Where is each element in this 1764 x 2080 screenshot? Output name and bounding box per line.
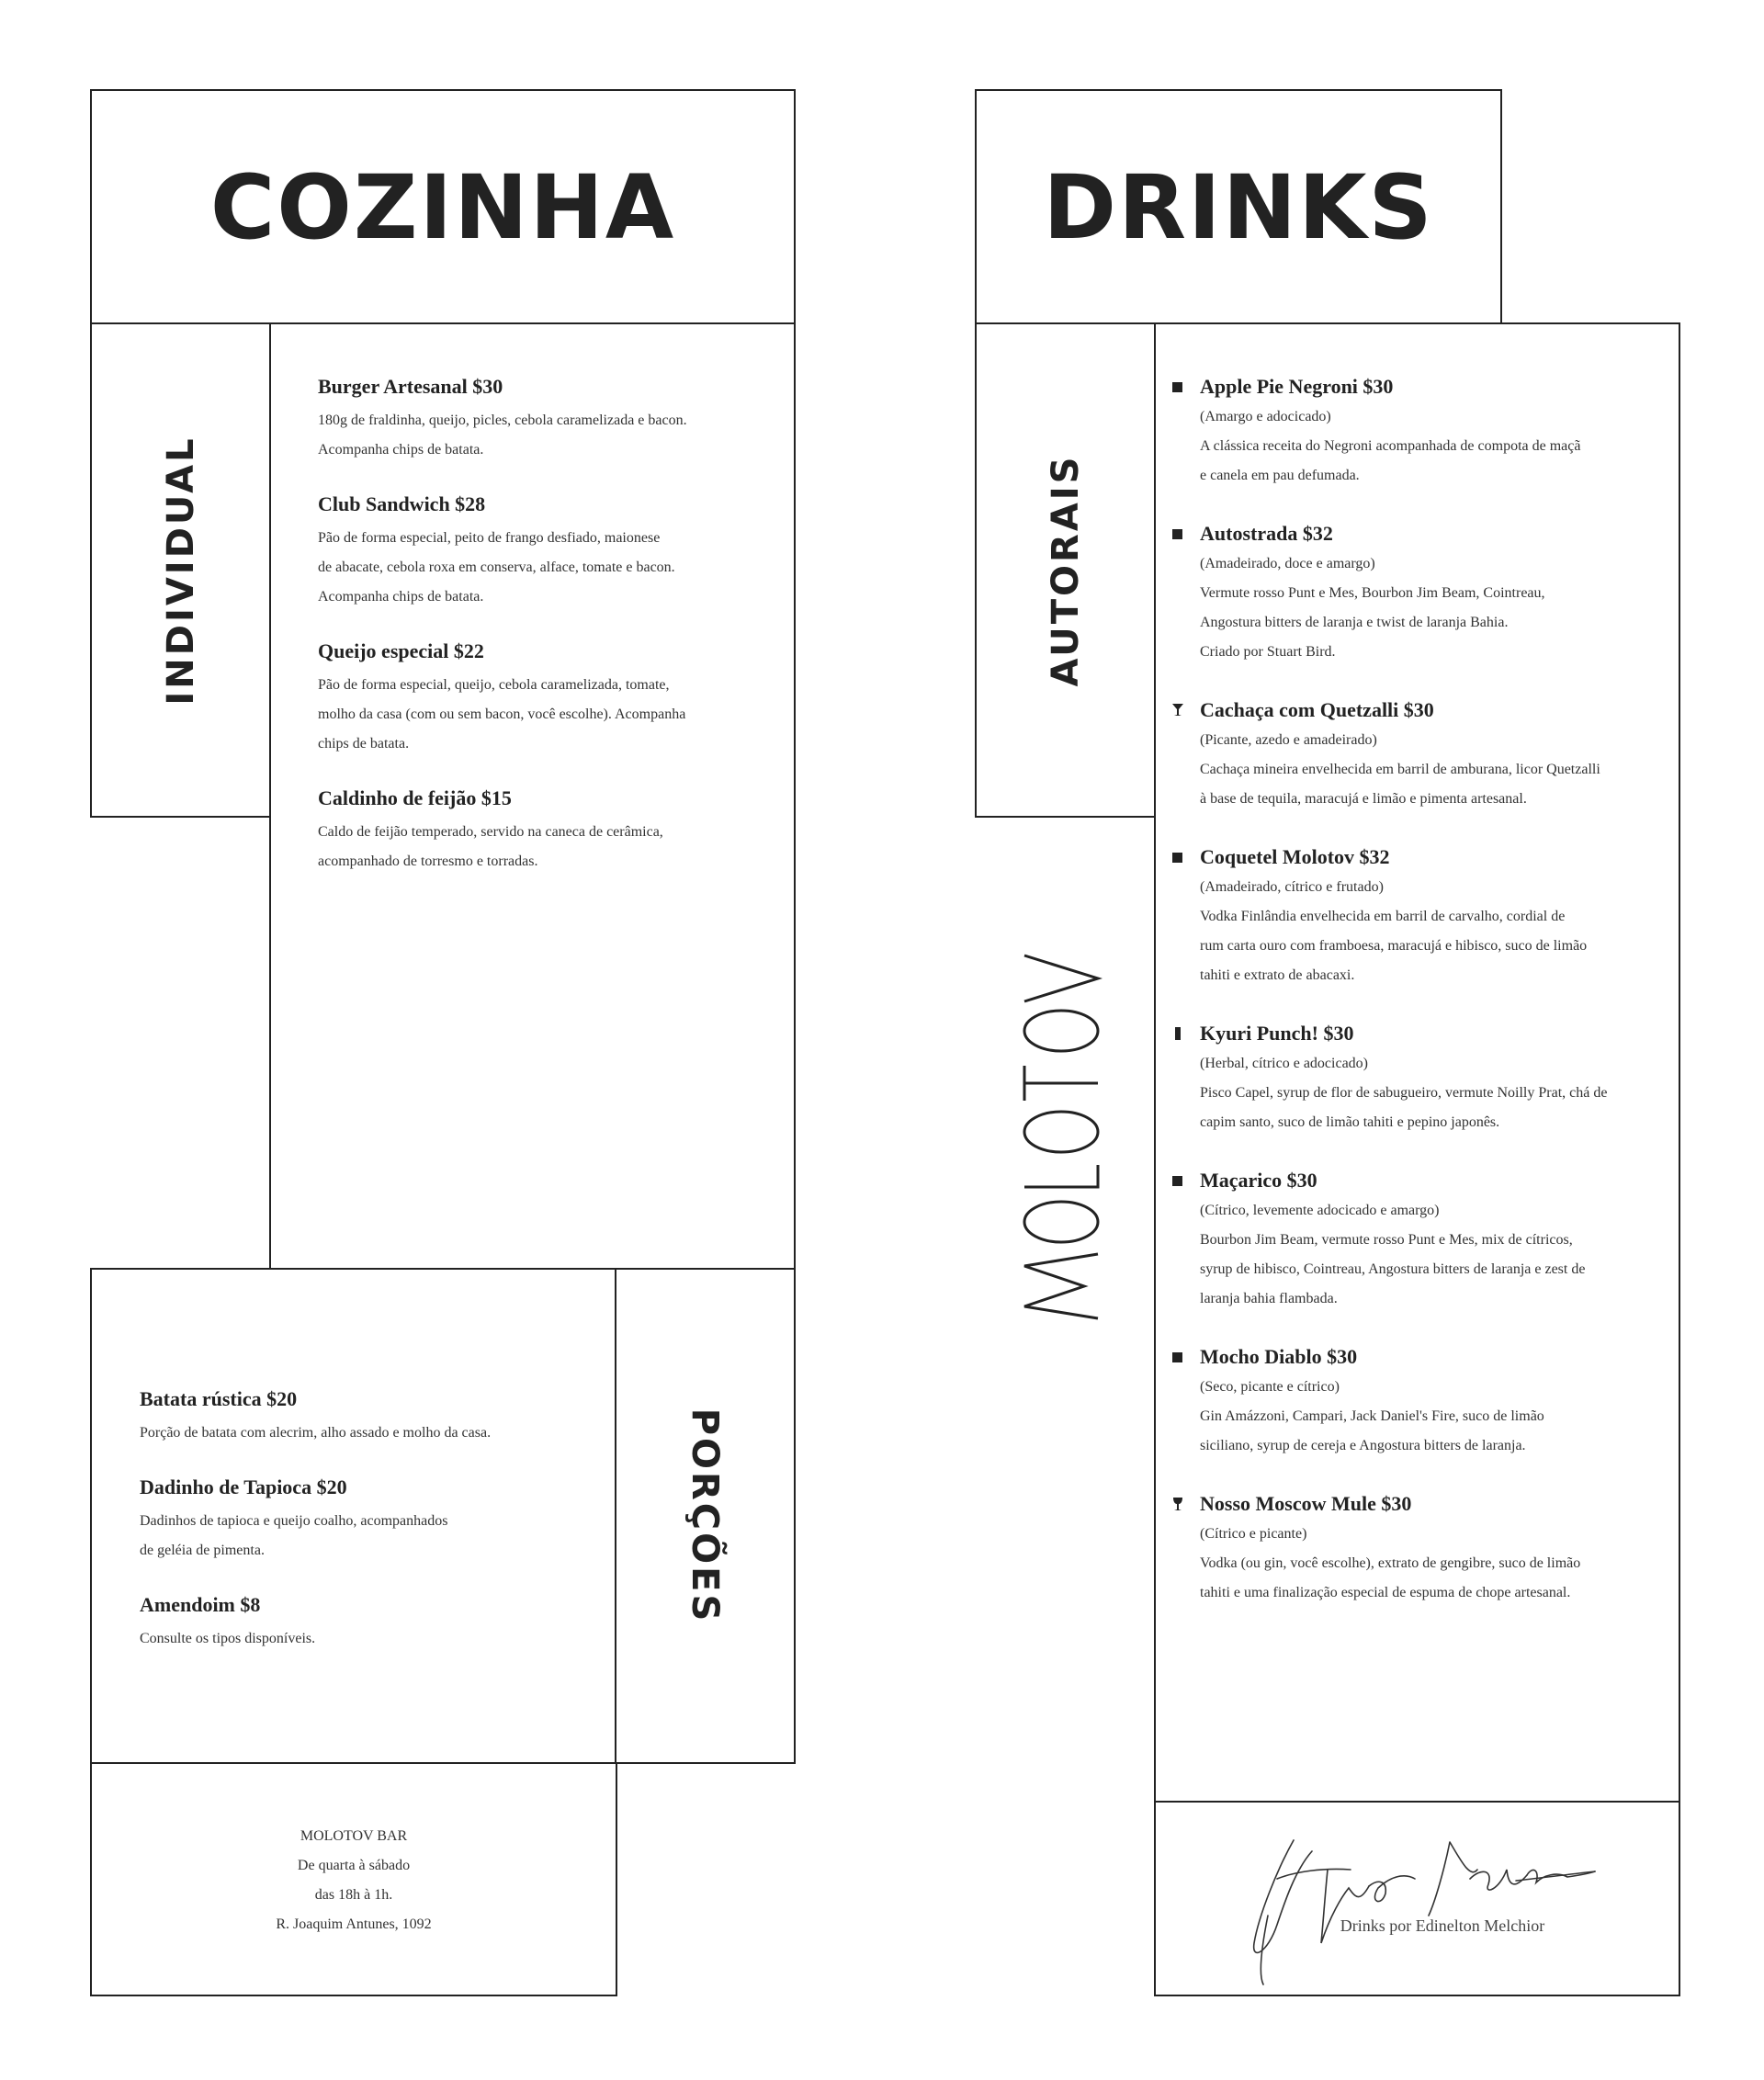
menu-item: [140, 1593, 599, 1654]
tall-glass-icon: [1172, 1027, 1183, 1040]
menu-item-description: Porção de batata com alecrim, alho assado e molho da casa.: [140, 1425, 492, 1441]
autorais-label: AUTORAIS: [1045, 454, 1087, 687]
menu-item-name: Caldinho de feijão $15: [318, 786, 512, 809]
menu-item-description: Cachaça mineira envelhecida em barril de amburana, licor Quetzalli: [1200, 762, 1600, 777]
menu-item-description: Gin Amázzoni, Campari, Jack Daniel's Fire, suco de limão: [1200, 1408, 1544, 1424]
menu-item-name: Coquetel Molotov $32: [1200, 845, 1390, 868]
individual-label: INDIVIDUAL: [160, 435, 202, 706]
menu-item: [1200, 375, 1641, 491]
square-bullet-icon: [1172, 851, 1183, 864]
martini-glass-icon: [1172, 704, 1183, 717]
signature-caption: Drinks por Edinelton Melchior: [1340, 1916, 1545, 1935]
menu-item-description: Dadinhos de tapioca e queijo coalho, acompanhados: [140, 1513, 448, 1529]
menu-item: [318, 375, 777, 465]
menu-item-name: Kyuri Punch! $30: [1200, 1022, 1354, 1045]
menu-item-description: (Cítrico, levemente adocicado e amargo): [1200, 1203, 1440, 1218]
menu-item-description: (Seco, picante e cítrico): [1200, 1379, 1340, 1395]
menu-item-description: Criado por Stuart Bird.: [1200, 644, 1336, 660]
cozinha-title: COZINHA: [209, 156, 676, 259]
menu-item-name: Batata rústica $20: [140, 1387, 298, 1410]
menu-item-description: chips de batata.: [318, 736, 410, 752]
menu-item-description: tahiti e uma finalização especial de espuma de chope artesanal.: [1200, 1585, 1571, 1600]
menu-item-description: (Picante, azedo e amadeirado): [1200, 732, 1377, 748]
menu-item: [318, 639, 777, 759]
menu-item-description: rum carta ouro com framboesa, maracujá e hibisco, suco de limão: [1200, 938, 1588, 954]
menu-item-description: Pão de forma especial, queijo, cebola caramelizada, tomate,: [318, 677, 670, 693]
menu-item: [318, 786, 777, 876]
menu-item: [1200, 1169, 1641, 1314]
menu-item: [1200, 1345, 1641, 1461]
menu-item-name: Maçarico $30: [1200, 1169, 1317, 1192]
menu-item-description: (Amadeirado, cítrico e frutado): [1200, 879, 1384, 895]
menu-item-description: Consulte os tipos disponíveis.: [140, 1631, 316, 1646]
bar-info-line: De quarta à sábado: [297, 1858, 411, 1873]
menu-item-description: Acompanha chips de batata.: [318, 589, 484, 605]
menu-item-description: Vodka (ou gin, você escolhe), extrato de gengibre, suco de limão: [1200, 1555, 1581, 1571]
menu-item-name: Apple Pie Negroni $30: [1200, 375, 1394, 398]
bar-info-line: R. Joaquim Antunes, 1092: [276, 1916, 432, 1932]
menu-item-description: siciliano, syrup de cereja e Angostura bitters de laranja.: [1200, 1438, 1526, 1453]
menu-item: [1200, 1022, 1641, 1137]
menu-item-description: à base de tequila, maracujá e limão e pimenta artesanal.: [1200, 791, 1527, 807]
drinks-title: DRINKS: [1043, 156, 1434, 259]
menu-item: [1200, 522, 1641, 667]
menu-item-description: 180g de fraldinha, queijo, picles, cebola caramelizada e bacon.: [318, 413, 687, 428]
molotov-logo: [992, 900, 1130, 1323]
menu-item-name: Queijo especial $22: [318, 639, 484, 662]
square-bullet-icon: [1172, 380, 1183, 393]
menu-item-description: (Cítrico e picante): [1200, 1526, 1307, 1542]
menu-item-description: de abacate, cebola roxa em conserva, alface, tomate e bacon.: [318, 560, 675, 575]
signature: [1240, 1814, 1599, 1998]
menu-item-description: Angostura bitters de laranja e twist de laranja Bahia.: [1200, 615, 1509, 630]
menu-item-description: (Amargo e adocicado): [1200, 409, 1331, 424]
menu-item-description: Vodka Finlândia envelhecida em barril de carvalho, cordial de: [1200, 909, 1566, 924]
menu-item-description: tahiti e extrato de abacaxi.: [1200, 967, 1355, 983]
menu-item: [140, 1387, 599, 1448]
menu-item: [1200, 845, 1641, 990]
menu-item: [318, 492, 777, 612]
menu-item-description: Caldo de feijão temperado, servido na caneca de cerâmica,: [318, 824, 663, 840]
menu-item-description: Bourbon Jim Beam, vermute rosso Punt e Mes, mix de cítricos,: [1200, 1232, 1573, 1248]
square-bullet-icon: [1172, 527, 1183, 540]
menu-item-description: (Amadeirado, doce e amargo): [1200, 556, 1375, 571]
menu-item: [1200, 1492, 1641, 1608]
menu-item-description: e canela em pau defumada.: [1200, 468, 1360, 483]
bar-info-line: MOLOTOV BAR: [300, 1828, 408, 1844]
wine-glass-icon: [1172, 1498, 1183, 1510]
bar-info-line: das 18h à 1h.: [314, 1887, 393, 1903]
menu-item-name: Mocho Diablo $30: [1200, 1345, 1358, 1368]
menu-item-description: Vermute rosso Punt e Mes, Bourbon Jim Beam, Cointreau,: [1200, 585, 1545, 601]
menu-item-name: Autostrada $32: [1200, 522, 1333, 545]
menu-item-description: syrup de hibisco, Cointreau, Angostura bitters de laranja e zest de: [1200, 1261, 1586, 1277]
menu-item-name: Club Sandwich $28: [318, 492, 486, 515]
menu-item-description: (Herbal, cítrico e adocicado): [1200, 1056, 1369, 1071]
menu-item: [1200, 698, 1641, 814]
menu-item-name: Dadinho de Tapioca $20: [140, 1475, 347, 1498]
menu-item-description: Acompanha chips de batata.: [318, 442, 484, 458]
menu-item-description: Pão de forma especial, peito de frango desfiado, maionese: [318, 530, 661, 546]
menu-item-description: acompanhado de torresmo e torradas.: [318, 853, 538, 869]
square-bullet-icon: [1172, 1174, 1183, 1187]
menu-item-description: Pisco Capel, syrup de flor de sabugueiro, vermute Noilly Prat, chá de: [1200, 1085, 1608, 1101]
menu-item-name: Burger Artesanal $30: [318, 375, 503, 398]
bar-info: [90, 1822, 617, 1939]
square-bullet-icon: [1172, 1351, 1183, 1363]
menu-item: [140, 1475, 599, 1566]
menu-item-name: Amendoim $8: [140, 1593, 261, 1616]
menu-item-name: Nosso Moscow Mule $30: [1200, 1492, 1412, 1515]
menu-item-name: Cachaça com Quetzalli $30: [1200, 698, 1434, 721]
menu-item-description: capim santo, suco de limão tahiti e pepino japonês.: [1200, 1114, 1500, 1130]
menu-item-description: laranja bahia flambada.: [1200, 1291, 1338, 1306]
menu-item-description: molho da casa (com ou sem bacon, você escolhe). Acompanha: [318, 707, 686, 722]
menu-item-description: A clássica receita do Negroni acompanhada de compota de maçã: [1200, 438, 1581, 454]
porcoes-label: PORÇÕES: [684, 1407, 726, 1624]
menu-item-description: de geléia de pimenta.: [140, 1543, 265, 1558]
